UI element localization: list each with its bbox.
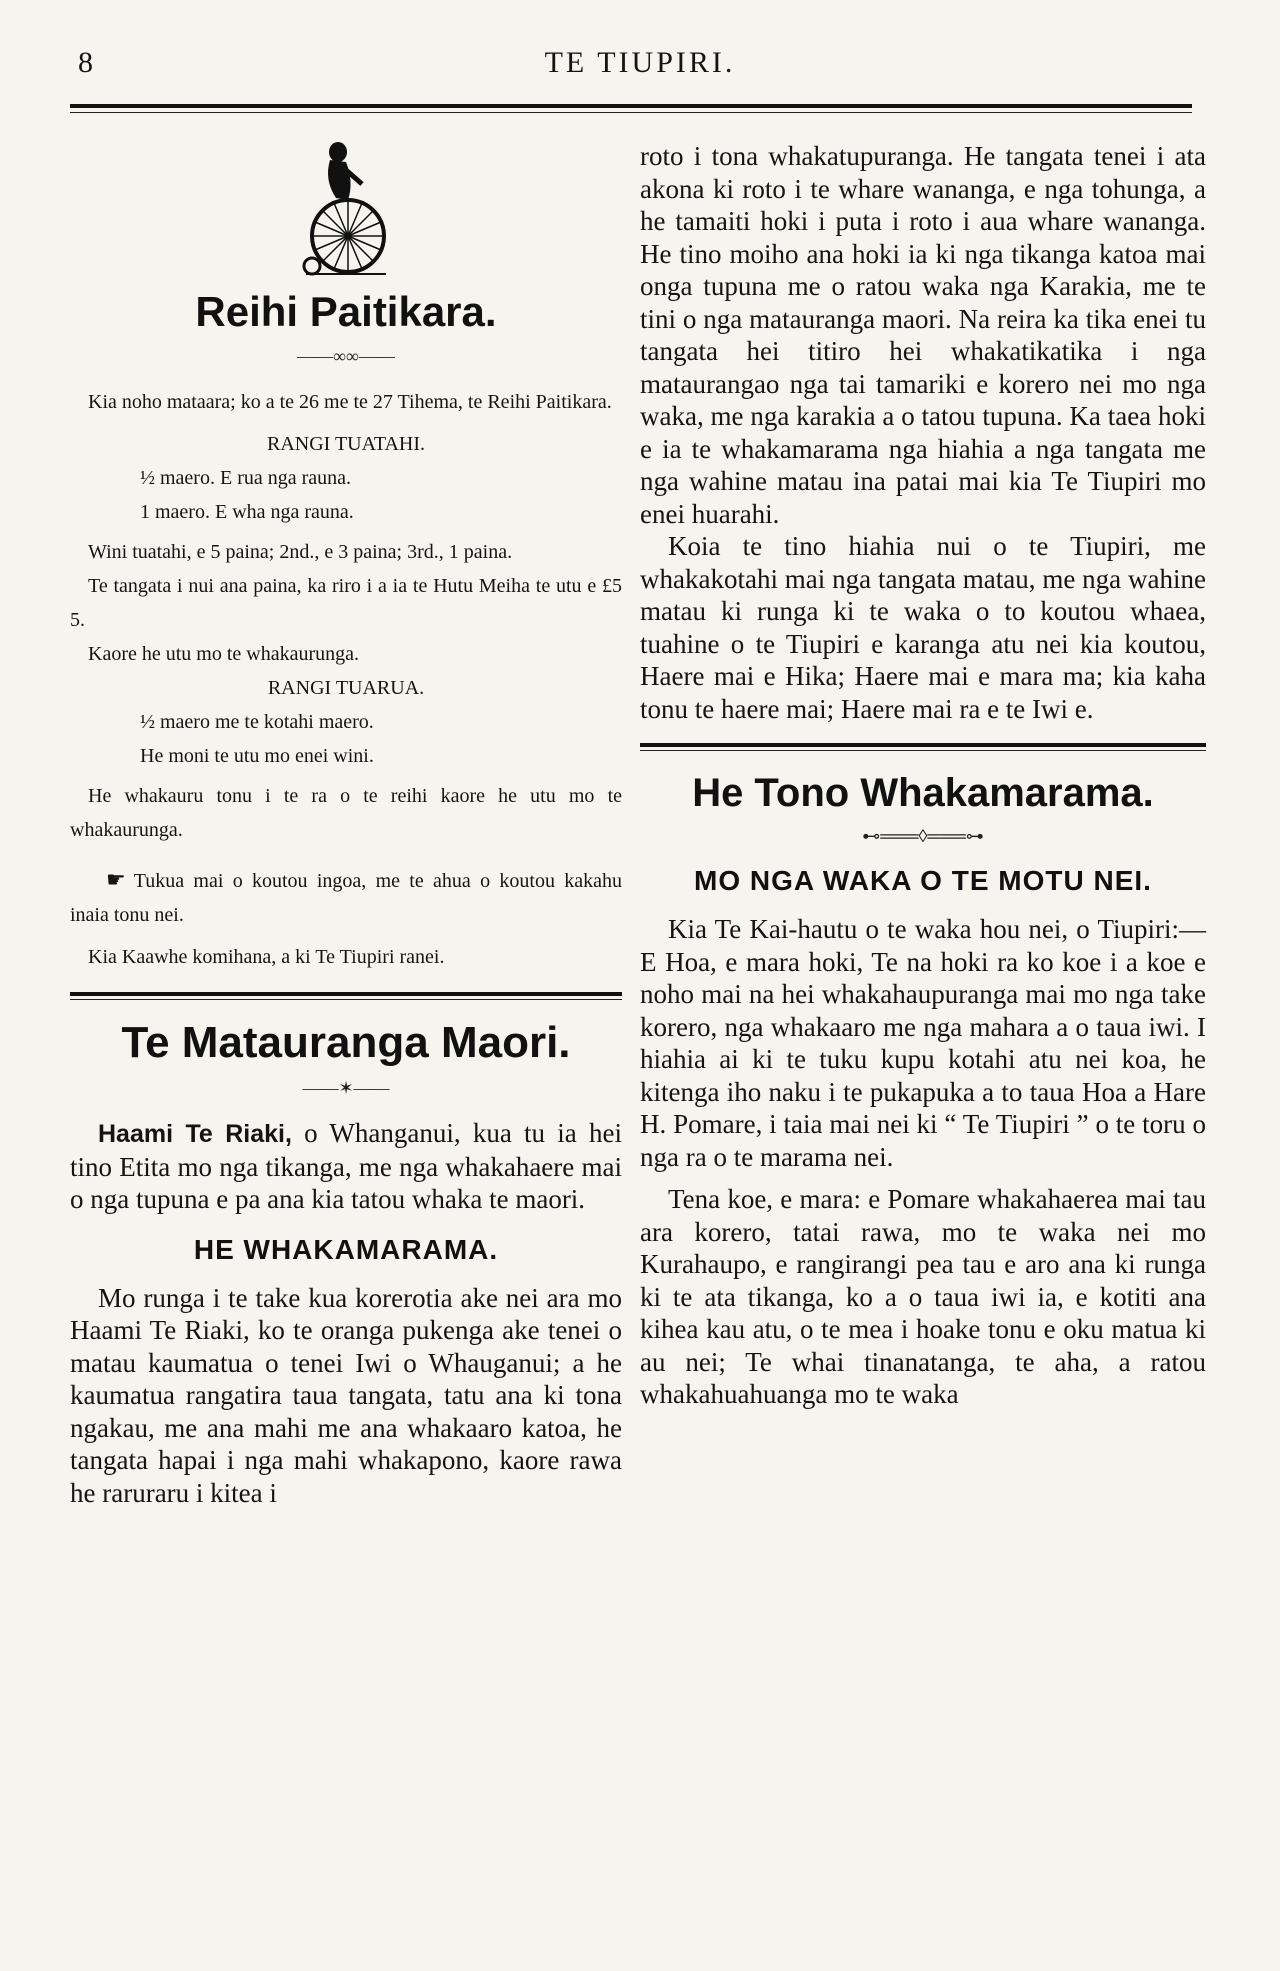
section-rule (640, 743, 1206, 751)
rangi1-title: RANGI TUATAHI. (266, 433, 426, 455)
right-para-3: Kia Te Kai-hautu o te waka hou nei, o Tiupiri:—E Hoa, e mara hoki, Te na hoki ra ko koe i a koe e noho mai na hei whakahaupuranga mai mo nga take korero, nga whakaaro me nga mahara a o taua iwi. I hiahia ai ki te tuku kupu kotahi atu nei koa, he kitenga iho naku i te pukapuka a to taua Hoa a Hare H. Pomare, i taia mai nei ki “ Te Tiupiri ” o te toru o nga ra o te marama nei. (640, 914, 1206, 1172)
header-rule-thin (70, 112, 1192, 113)
section-rule (70, 992, 622, 1000)
page-number: 8 (78, 46, 93, 79)
rangi2-line: ½ maero me te kotahi maero. (140, 711, 374, 733)
header-rule (70, 104, 1192, 108)
rangi2-title: RANGI TUARUA. (267, 677, 425, 699)
pointing-hand-icon: ☛ (106, 867, 126, 892)
cyclist-illustration (296, 140, 396, 280)
prizes-text: Wini tuatahi, e 5 paina; 2nd., e 3 paina; 3rd., 1 paina. (88, 541, 513, 563)
he-whakamarama-heading: HE WHAKAMARAMA. (193, 1233, 499, 1265)
rangi1-line: 1 maero. E wha nga rauna. (140, 501, 354, 523)
no-fee-text: Kaore he utu mo te whakaurunga. (88, 643, 360, 665)
mo-runga-paragraph: Mo runga i te take kua korerotia ake nei ara mo Haami Te Riaki, ko te oranga pukenga ake tenei o matau kaumatua o tenei Iwi o Whauganui; a he kaumatua rangatira taua tangata, tatu ana ki tona ngakau, me ana mahi me ana whakaaro katoa, he tangata hapai i nga mahi whakapono, kaore rawa he raruraru i kitea i (70, 1282, 622, 1508)
right-para-1: roto i tona whakatupuranga. He tangata tenei i ata akona ki roto i te whare wananga, e nga tohunga, a he tamaiti hoki i puta i roto i aua whare wananga. He tino moiho ana hoki ia ki nga tikanga katoa mai onga tupuna me o ratou waka nga Karakia, me te tini o nga matauranga maori. Na reira ka tika enei tu tangata hei titiro hei whakatikatika i nga mataurangao nga tai tamariki e korero nei mo nga waka, me nga karakia a o tatou tupuna. Ka taea hoki e ia te whakamarama nga hiahia a nga tangata me nga wahine matau ina patai mai kia Te Tiupiri mo enei huarahi. (640, 141, 1206, 529)
haami-text: o Whanganui, kua tu ia hei tino Etita mo nga tikanga, me nga whakahaere mai o nga tupuna e pa ana kia tatou whaka te maori. (70, 1118, 622, 1214)
right-para-2: Koia te tino hiahia nui o te Tiupiri, me whakakotahi mai nga tangata matau, me nga wahine matau ki runga ki te waka o to koutou whaea, tuahine o te Tiupiri e karanga atu nei kia koutou, Haere mai e Hika; Haere mai e mara ma; kia kaha tonu te haere mai; Haere mai ra e te Iwi e. (640, 531, 1206, 724)
ornament-divider: ⊷═══◊═══⊶ (862, 826, 984, 846)
tukua-paragraph (70, 863, 622, 932)
running-title: TE TIUPIRI. (544, 46, 736, 79)
ornament-divider: ——∞∞—— (297, 346, 395, 366)
haami-lead: Haami Te Riaki, (98, 1120, 292, 1148)
tukua-text: Tukua mai o koutou ingoa, me te ahua o koutou kakahu inaia tonu nei. (70, 870, 622, 926)
rangi1-line: ½ maero. E rua nga rauna. (140, 467, 352, 489)
kaawhe-text: Kia Kaawhe komihana, a ki Te Tiupiri ranei. (88, 946, 445, 968)
whakauru-text: He whakauru tonu i te ra o te reihi kaore he utu mo te whakaurunga. (70, 785, 622, 841)
reihi-intro: Kia noho mataara; ko a te 26 me te 27 Tihema, te Reihi Paitikara. (88, 391, 612, 413)
right-column (640, 140, 1206, 1411)
matauranga-title: Te Matauranga Maori. (121, 1018, 571, 1067)
rangi2-line: He moni te utu mo enei wini. (140, 745, 374, 767)
tono-title: He Tono Whakamarama. (692, 771, 1154, 815)
reihi-title: Reihi Paitikara. (195, 288, 497, 335)
ornament-divider: ——✶—— (302, 1078, 390, 1098)
left-column (70, 140, 622, 1509)
right-para-4: Tena koe, e mara: e Pomare whakahaerea mai tau ara korero, tatai rawa, mo te waka nei mo Kurahaupo, e rangirangi pea tau e aro ana ki runga ki te ata tikanga, ko a o taua iwi ia, e kotiti ana kihea kau atu, o te mea i hoake tonu e oku matua ki au nei; Te whai tinanatanga, te aha, a ratou whakahuahuanga mo te waka (640, 1184, 1206, 1409)
prize-hutu: Te tangata i nui ana paina, ka riro i a ia te Hutu Meiha te utu e £5 5. (70, 575, 622, 631)
haami-paragraph (70, 1117, 622, 1216)
mo-nga-waka-heading: MO NGA WAKA O TE MOTU NEI. (694, 865, 1152, 896)
